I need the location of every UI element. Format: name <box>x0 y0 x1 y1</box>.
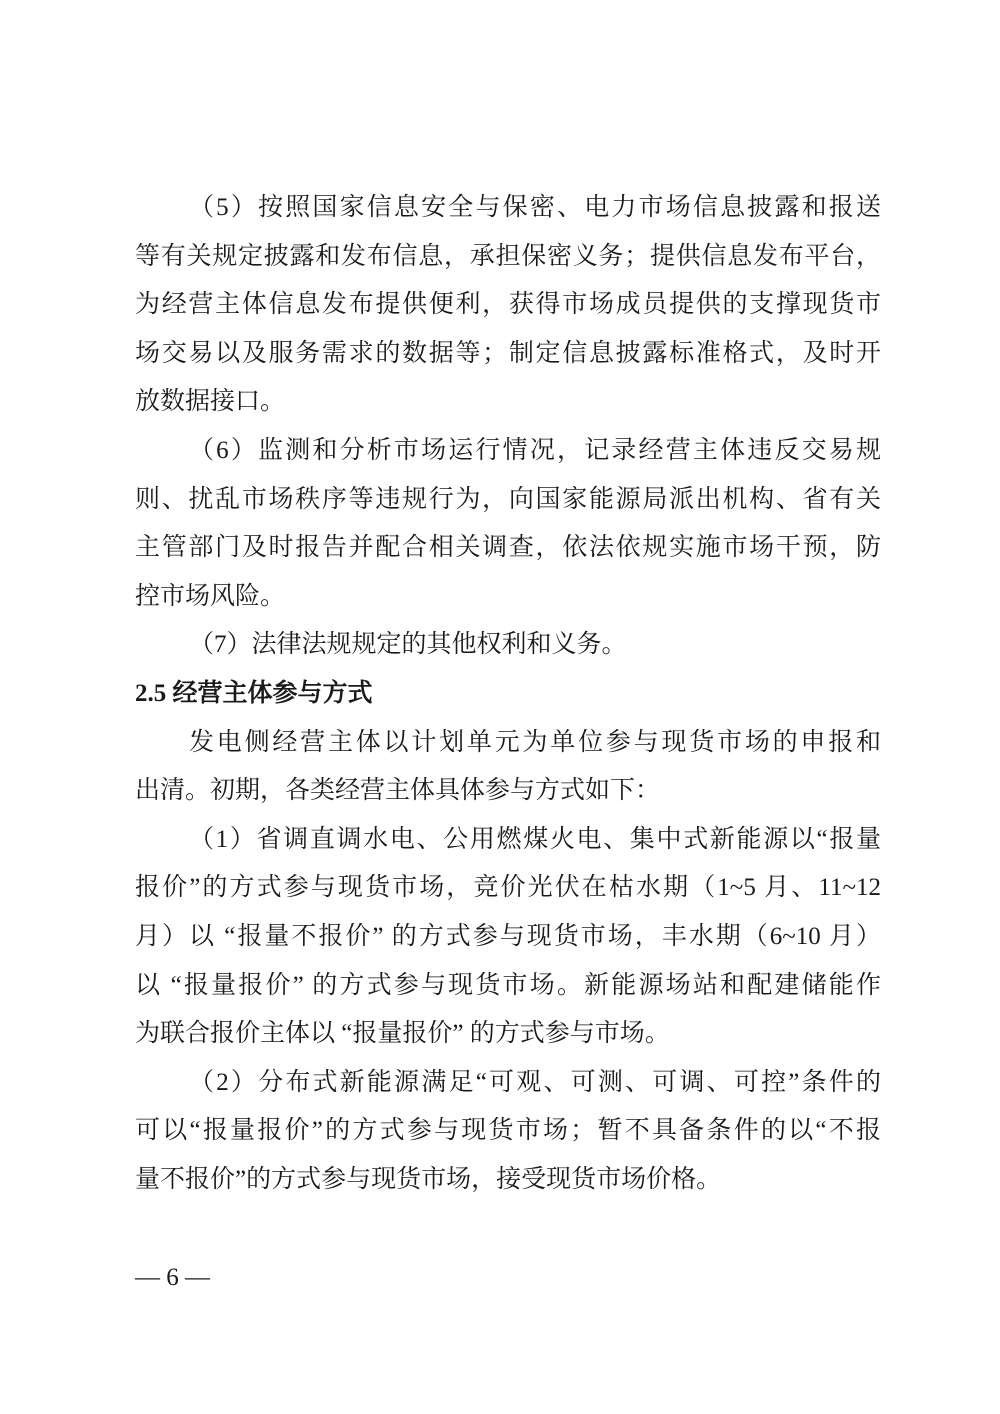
text-line: 可以“报量报价”的方式参与现货市场；暂不具备条件的以“不报 <box>135 1117 881 1145</box>
text-line: 放数据接口。 <box>135 388 286 416</box>
text-line: 月）以 “报量不报价” 的方式参与现货市场，丰水期（6~10 月） <box>135 922 881 950</box>
paragraph <box>135 719 881 816</box>
section-heading <box>135 670 881 719</box>
text-line: 发电侧经营主体以计划单元为单位参与现货市场的申报和 <box>189 728 881 756</box>
paragraph <box>135 184 881 427</box>
paragraph <box>135 816 881 1059</box>
text-line: 量不报价”的方式参与现货市场，接受现货市场价格。 <box>135 1165 722 1193</box>
text-line: （6）监测和分析市场运行情况，记录经营主体违反交易规 <box>189 436 881 464</box>
text-line: 为联合报价主体以 “报量报价” 的方式参与市场。 <box>135 1020 670 1048</box>
text-line: 2.5 经营主体参与方式 <box>135 679 373 707</box>
text-line: 则、扰乱市场秩序等违规行为，向国家能源局派出机构、省有关 <box>135 485 881 513</box>
paragraph <box>135 427 881 621</box>
text-line: 为经营主体信息发布提供便利，获得市场成员提供的支撑现货市 <box>135 291 881 319</box>
text-line: 等有关规定披露和发布信息，承担保密义务；提供信息发布平台， <box>135 242 881 270</box>
document-body <box>135 184 881 1204</box>
text-line: （5）按照国家信息安全与保密、电力市场信息披露和报送 <box>189 194 881 221</box>
text-line: 场交易以及服务需求的数据等；制定信息披露标准格式，及时开 <box>135 339 881 367</box>
text-line: 控市场风险。 <box>135 582 286 610</box>
text-line: （7）法律法规规定的其他权利和义务。 <box>189 631 627 659</box>
text-line: 主管部门及时报告并配合相关调查，依法依规实施市场干预，防 <box>135 534 881 562</box>
paragraph <box>135 621 881 670</box>
text-line: 报价”的方式参与现货市场，竞价光伏在枯水期（1~5 月、11~12 <box>135 874 881 902</box>
page-number: — 6 — <box>135 1264 210 1291</box>
paragraph <box>135 1059 881 1205</box>
text-line: 出清。初期，各类经营主体具体参与方式如下： <box>135 777 661 805</box>
text-line: 以 “报量报价” 的方式参与现货市场。新能源场站和配建储能作 <box>135 971 881 999</box>
text-line: （2）分布式新能源满足“可观、可测、可调、可控”条件的 <box>189 1068 881 1096</box>
text-line: （1）省调直调水电、公用燃煤火电、集中式新能源以“报量 <box>189 825 881 853</box>
